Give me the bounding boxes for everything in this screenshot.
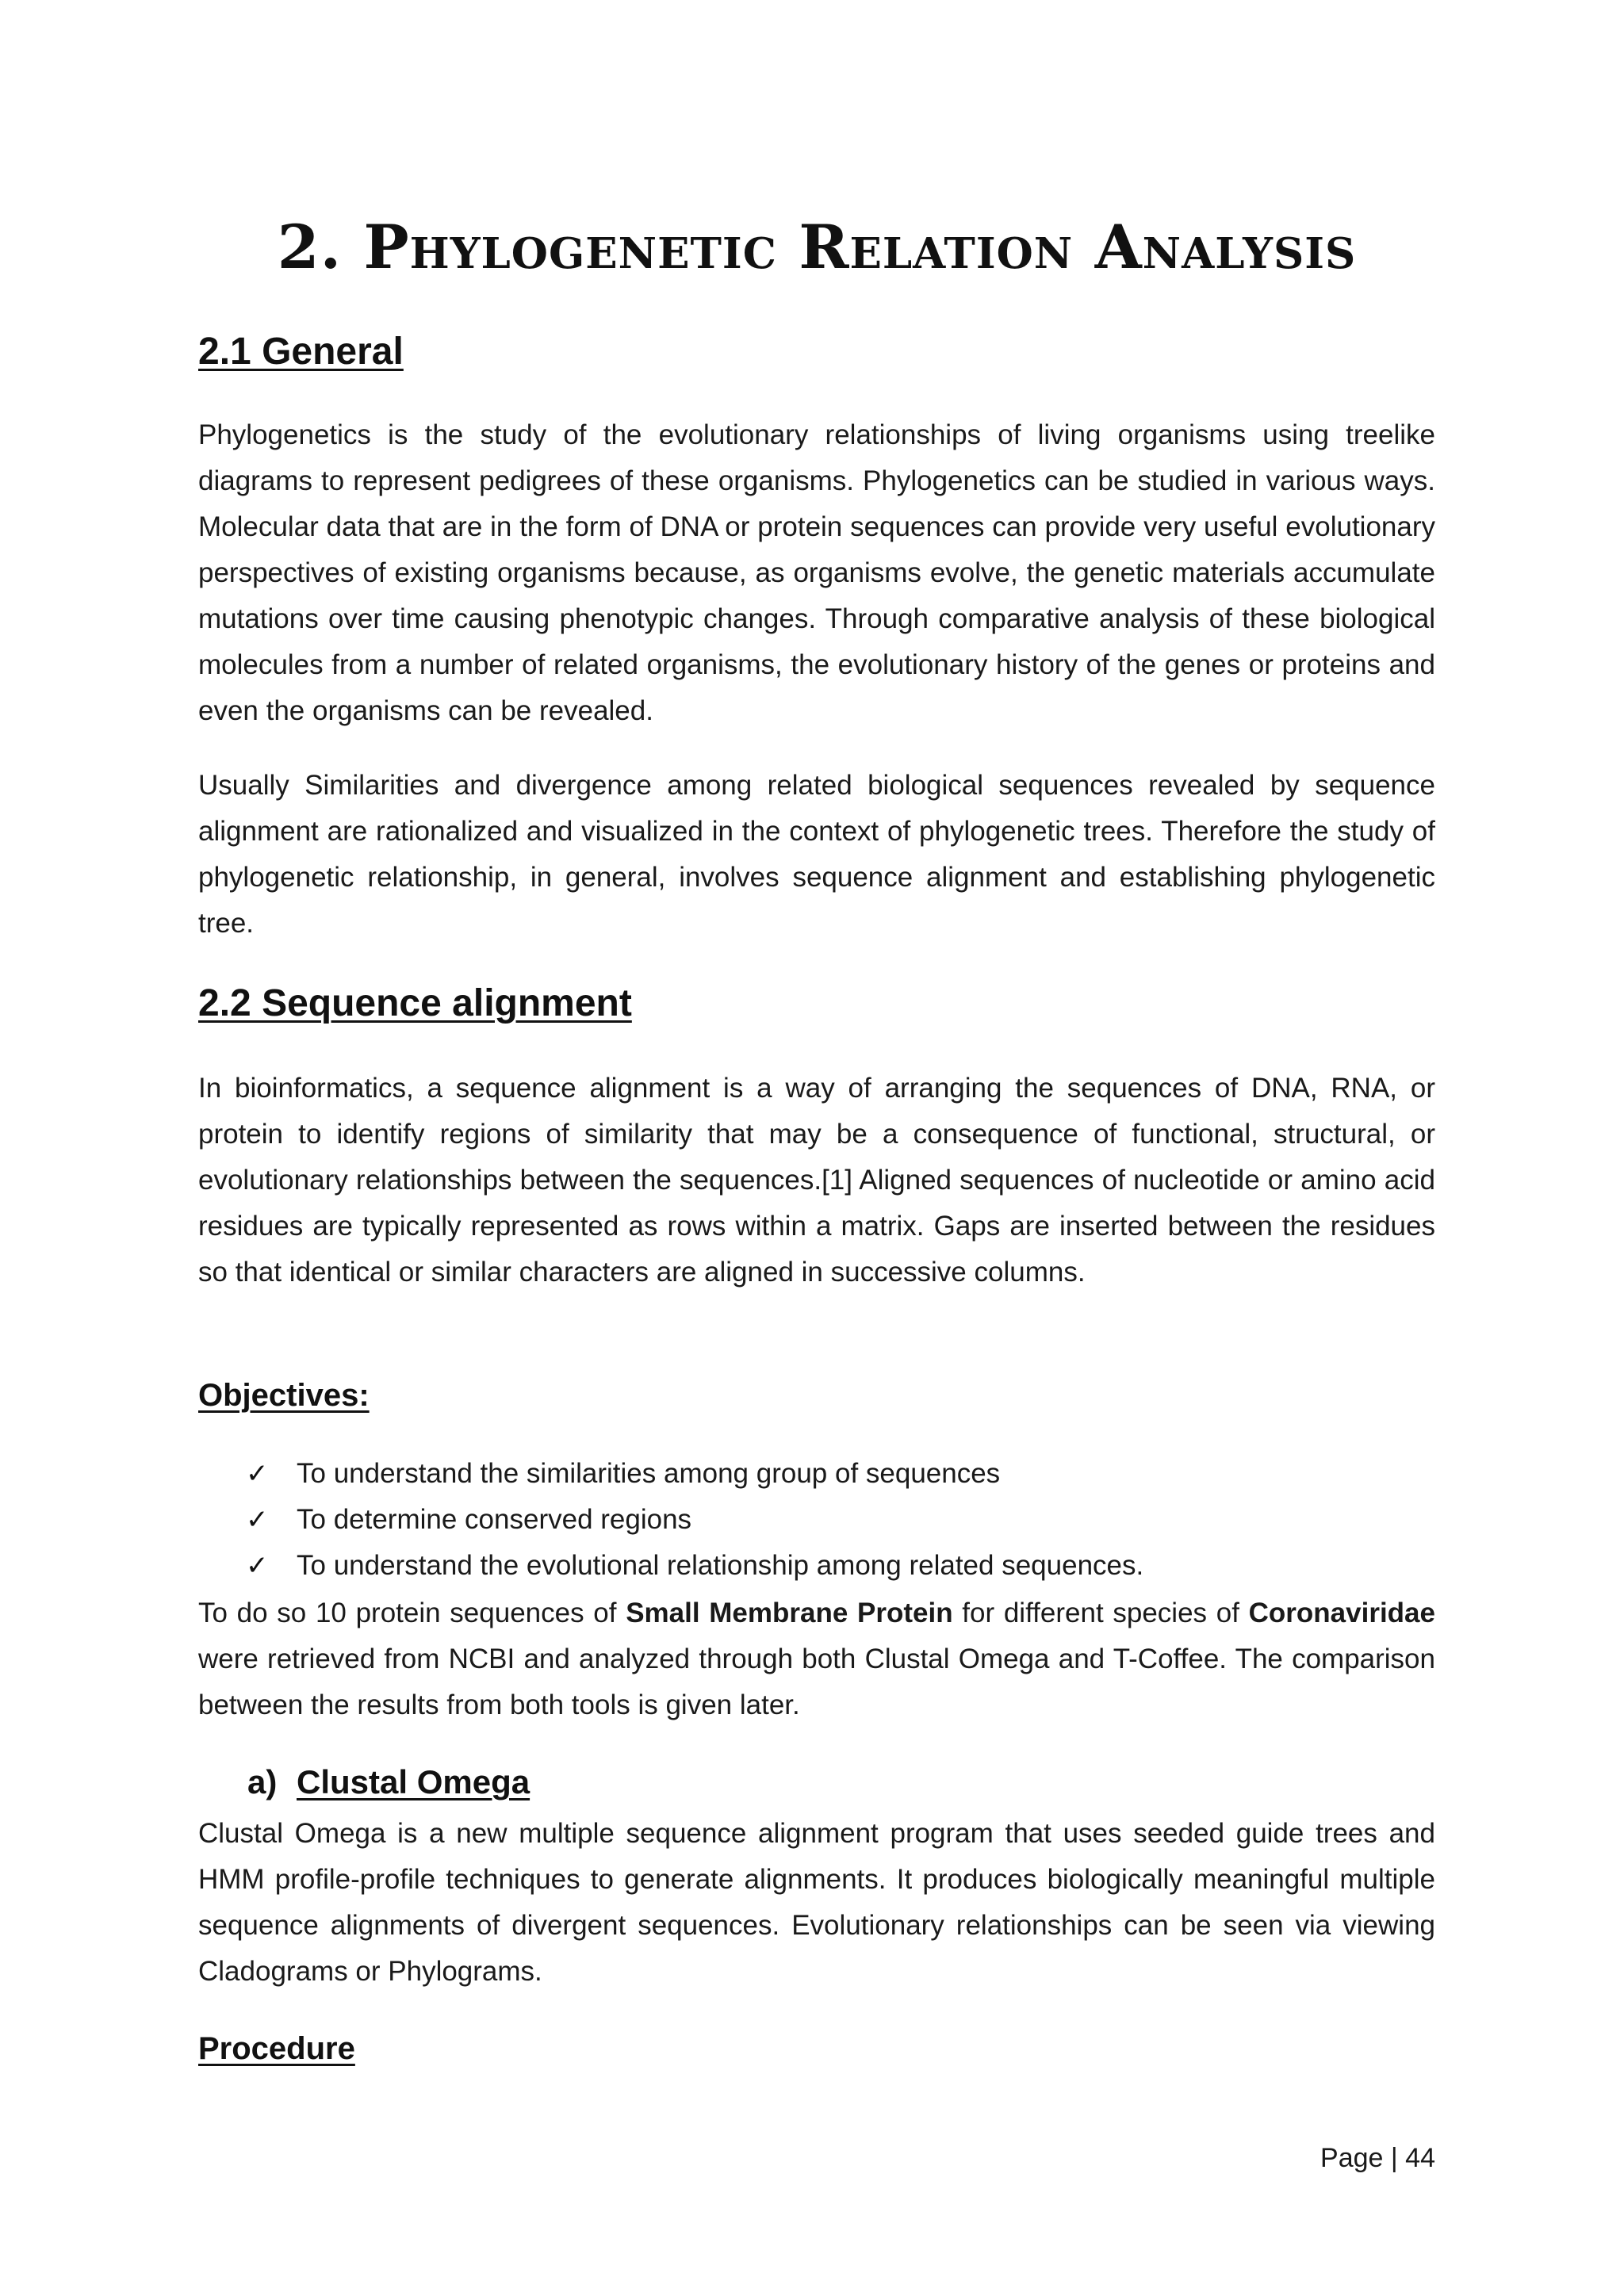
- general-paragraph-1: Phylogenetics is the study of the evolutionary relationships of living organisms using treelike diagrams to represent pedigrees of these organisms. Phylogenetics can be studied in various ways. Molecular data that are in the form of DNA or protein sequences can provide very useful evolutionary perspectives of existing organisms because, as organisms evolve, the genetic materials accumulate mutations over time causing phenotypic changes. Through comparative analysis of these biological molecules from a number of related organisms, the evolutionary history of the genes or proteins and even the organisms can be revealed.: [198, 419, 1435, 726]
- section-heading-sequence-alignment: 2.2 Sequence alignment: [198, 982, 632, 1024]
- page-number: Page | 44: [1320, 2143, 1435, 2173]
- chapter-title: 2. Phylogenetic Relation Analysis: [277, 212, 1357, 282]
- check-icon: ✓: [246, 1550, 269, 1582]
- general-paragraph-2: Usually Similarities and divergence among related biological sequences revealed by sequence alignment are rationalized and visualized in the context of phylogenetic trees. Therefore the study of phylogenetic relationship, in general, involves sequence alignment and establishing phylogenetic tree.: [198, 770, 1435, 939]
- objectives-heading: Objectives:: [198, 1378, 370, 1413]
- list-item: [246, 1543, 1143, 1589]
- procedure-heading: Procedure: [198, 2031, 355, 2066]
- check-icon: ✓: [246, 1458, 269, 1490]
- followup-text: To do so 10 protein sequences of: [198, 1598, 626, 1628]
- heading-label: Clustal Omega: [297, 1763, 530, 1800]
- protein-name: Small Membrane Protein: [626, 1598, 953, 1628]
- clustal-omega-paragraph: Clustal Omega is a new multiple sequence alignment program that uses seeded guide trees and HMM profile-profile techniques to generate alignments. It produces biologically meaningful multiple sequence alignments of divergent sequences. Evolutionary relationships can be seen via viewing Cladograms or Phylograms.: [198, 1818, 1435, 1987]
- alignment-paragraph: In bioinformatics, a sequence alignment is a way of arranging the sequences of DNA, RNA, or protein to identify regions of similarity that may be a consequence of functional, structural, or evolutionary relationships between the sequences.[1] Aligned sequences of nucleotide or amino acid residues are typically represented as rows within a matrix. Gaps are inserted between the residues so that identical or similar characters are aligned in successive columns.: [198, 1073, 1435, 1288]
- followup-text: were retrieved from NCBI and analyzed through both Clustal Omega and T-Coffee. The comparison between the results from both tools is given later.: [198, 1644, 1435, 1720]
- objective-text: To understand the similarities among group of sequences: [297, 1458, 1001, 1489]
- check-icon: ✓: [246, 1504, 269, 1536]
- clustal-omega-heading: [247, 1760, 530, 1804]
- followup-text: for different species of: [952, 1598, 1249, 1628]
- objectives-followup-paragraph: [198, 1590, 1435, 1728]
- objectives-list: [246, 1451, 1143, 1589]
- section-heading-general: 2.1 General: [198, 331, 404, 373]
- virus-family-name: Coronaviridae: [1248, 1598, 1435, 1628]
- list-item: [246, 1451, 1143, 1497]
- list-item: [246, 1497, 1143, 1543]
- objective-text: To understand the evolutional relationship among related sequences.: [297, 1550, 1144, 1581]
- objective-text: To determine conserved regions: [297, 1504, 692, 1535]
- heading-marker: a): [247, 1763, 278, 1800]
